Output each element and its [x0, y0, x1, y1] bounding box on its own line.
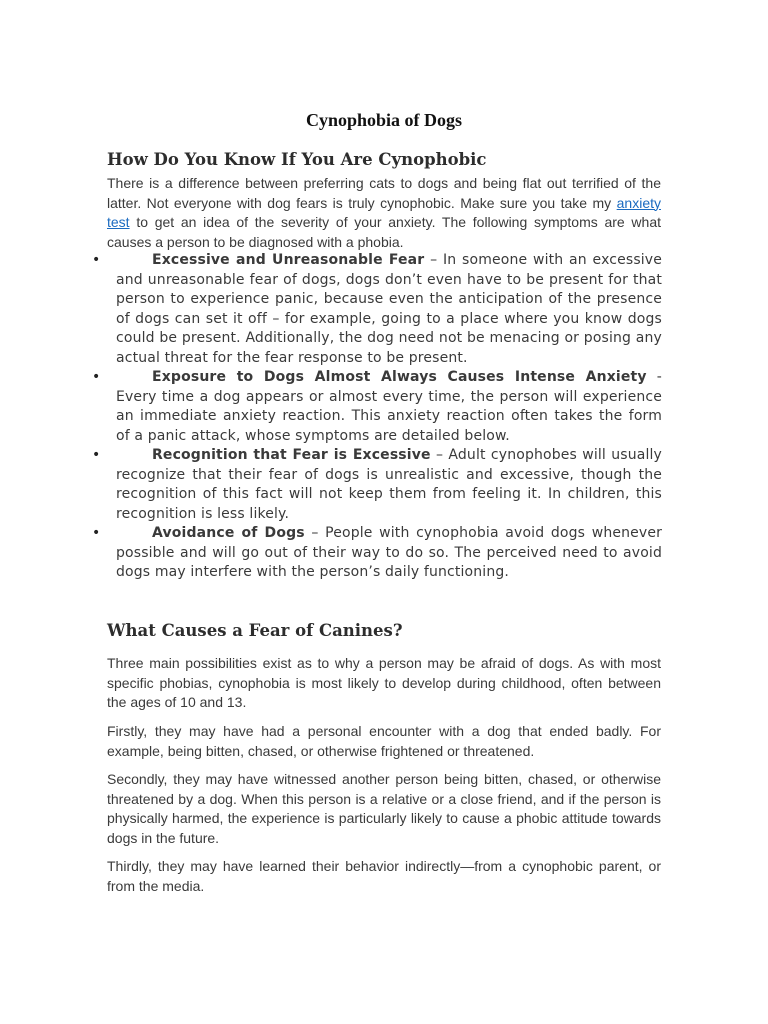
- list-item: [90, 251, 662, 368]
- symptom-separator: –: [430, 447, 449, 463]
- symptom-list: [90, 251, 662, 583]
- document-title: [0, 110, 768, 131]
- bullet-icon: •: [92, 447, 101, 463]
- symptom-description: In someone with an excessive and unreasonable fear of dogs, dogs don’t even have to be present for that person to experience panic, because even the anticipation of the presence of dogs can set it off – for example, going to a place where you know dogs could be present. Additionally, the dog need not be menacing or posing any actual threat for the fear response to be present.: [116, 252, 663, 366]
- causes-paragraph-1: Three main possibilities exist as to why a person may be afraid of dogs. As with most specific phobias, cynophobia is most likely to develop during childhood, often between the ages of 10 and 13.: [107, 655, 661, 710]
- title-normal-part: Cynophobia: [305, 110, 401, 130]
- bullet-icon: •: [92, 252, 101, 268]
- section-heading-causes: What Causes a Fear of Canines?: [107, 621, 403, 640]
- bullet-icon: •: [92, 369, 101, 385]
- symptom-term: Avoidance of Dogs: [152, 525, 305, 541]
- intro-paragraph: [107, 174, 661, 252]
- symptom-term: Recognition that Fear is Excessive: [152, 447, 431, 463]
- intro-text-after-link: to get an idea of the severity of your anxiety. The following symptoms are what causes a person to be diagnosed with a phobia.: [107, 214, 661, 250]
- bullet-icon: •: [92, 525, 101, 541]
- anxiety-test-link[interactable]: anxiety test: [107, 194, 661, 230]
- symptom-description: Every time a dog appears or almost every time, the person will experience an immediate anxiety reaction. This anxiety reaction often takes the form of a panic attack, whose symptoms are detailed below.: [116, 388, 662, 444]
- symptom-term: Exposure to Dogs Almost Always Causes Intense Anxiety: [152, 369, 647, 385]
- symptom-separator: -: [646, 369, 662, 385]
- list-item: [90, 446, 662, 524]
- symptom-separator: –: [424, 252, 443, 268]
- causes-paragraph-3: Secondly, they may have witnessed another person being bitten, chased, or otherwise threatened by a dog. When this person is a relative or a close friend, and if the person is physically harmed, the experience is particularly likely to cause a phobic attitude towards dogs in the future.: [107, 771, 661, 846]
- causes-paragraph-4: Thirdly, they may have learned their behavior indirectly—from a cynophobic parent, or from the media.: [107, 858, 661, 894]
- symptom-separator: –: [304, 525, 326, 541]
- list-item: [90, 524, 662, 583]
- causes-paragraph-2: Firstly, they may have had a personal encounter with a dog that ended badly. For example, being bitten, chased, or otherwise frightened or threatened.: [107, 723, 661, 759]
- title-bold-part: of Dogs: [404, 110, 463, 130]
- list-item: [90, 368, 662, 446]
- symptom-description: Adult cynophobes will usually recognize that their fear of dogs is unrealistic and excessive, though the recognition of this fact will not keep them from feeling it. In children, this recognition is less likely.: [116, 447, 662, 522]
- intro-text-before-link: There is a difference between preferring cats to dogs and being flat out terrified of the latter. Not everyone with dog fears is truly cynophobic. Make sure you take my: [107, 175, 661, 211]
- symptom-description: People with cynophobia avoid dogs whenever possible and will go out of their way to do so. The perceived need to avoid dogs may interfere with the person’s daily functioning.: [116, 525, 662, 580]
- symptom-term: Excessive and Unreasonable Fear: [152, 252, 425, 268]
- section-heading-cynophobic: How Do You Know If You Are Cynophobic: [107, 150, 487, 169]
